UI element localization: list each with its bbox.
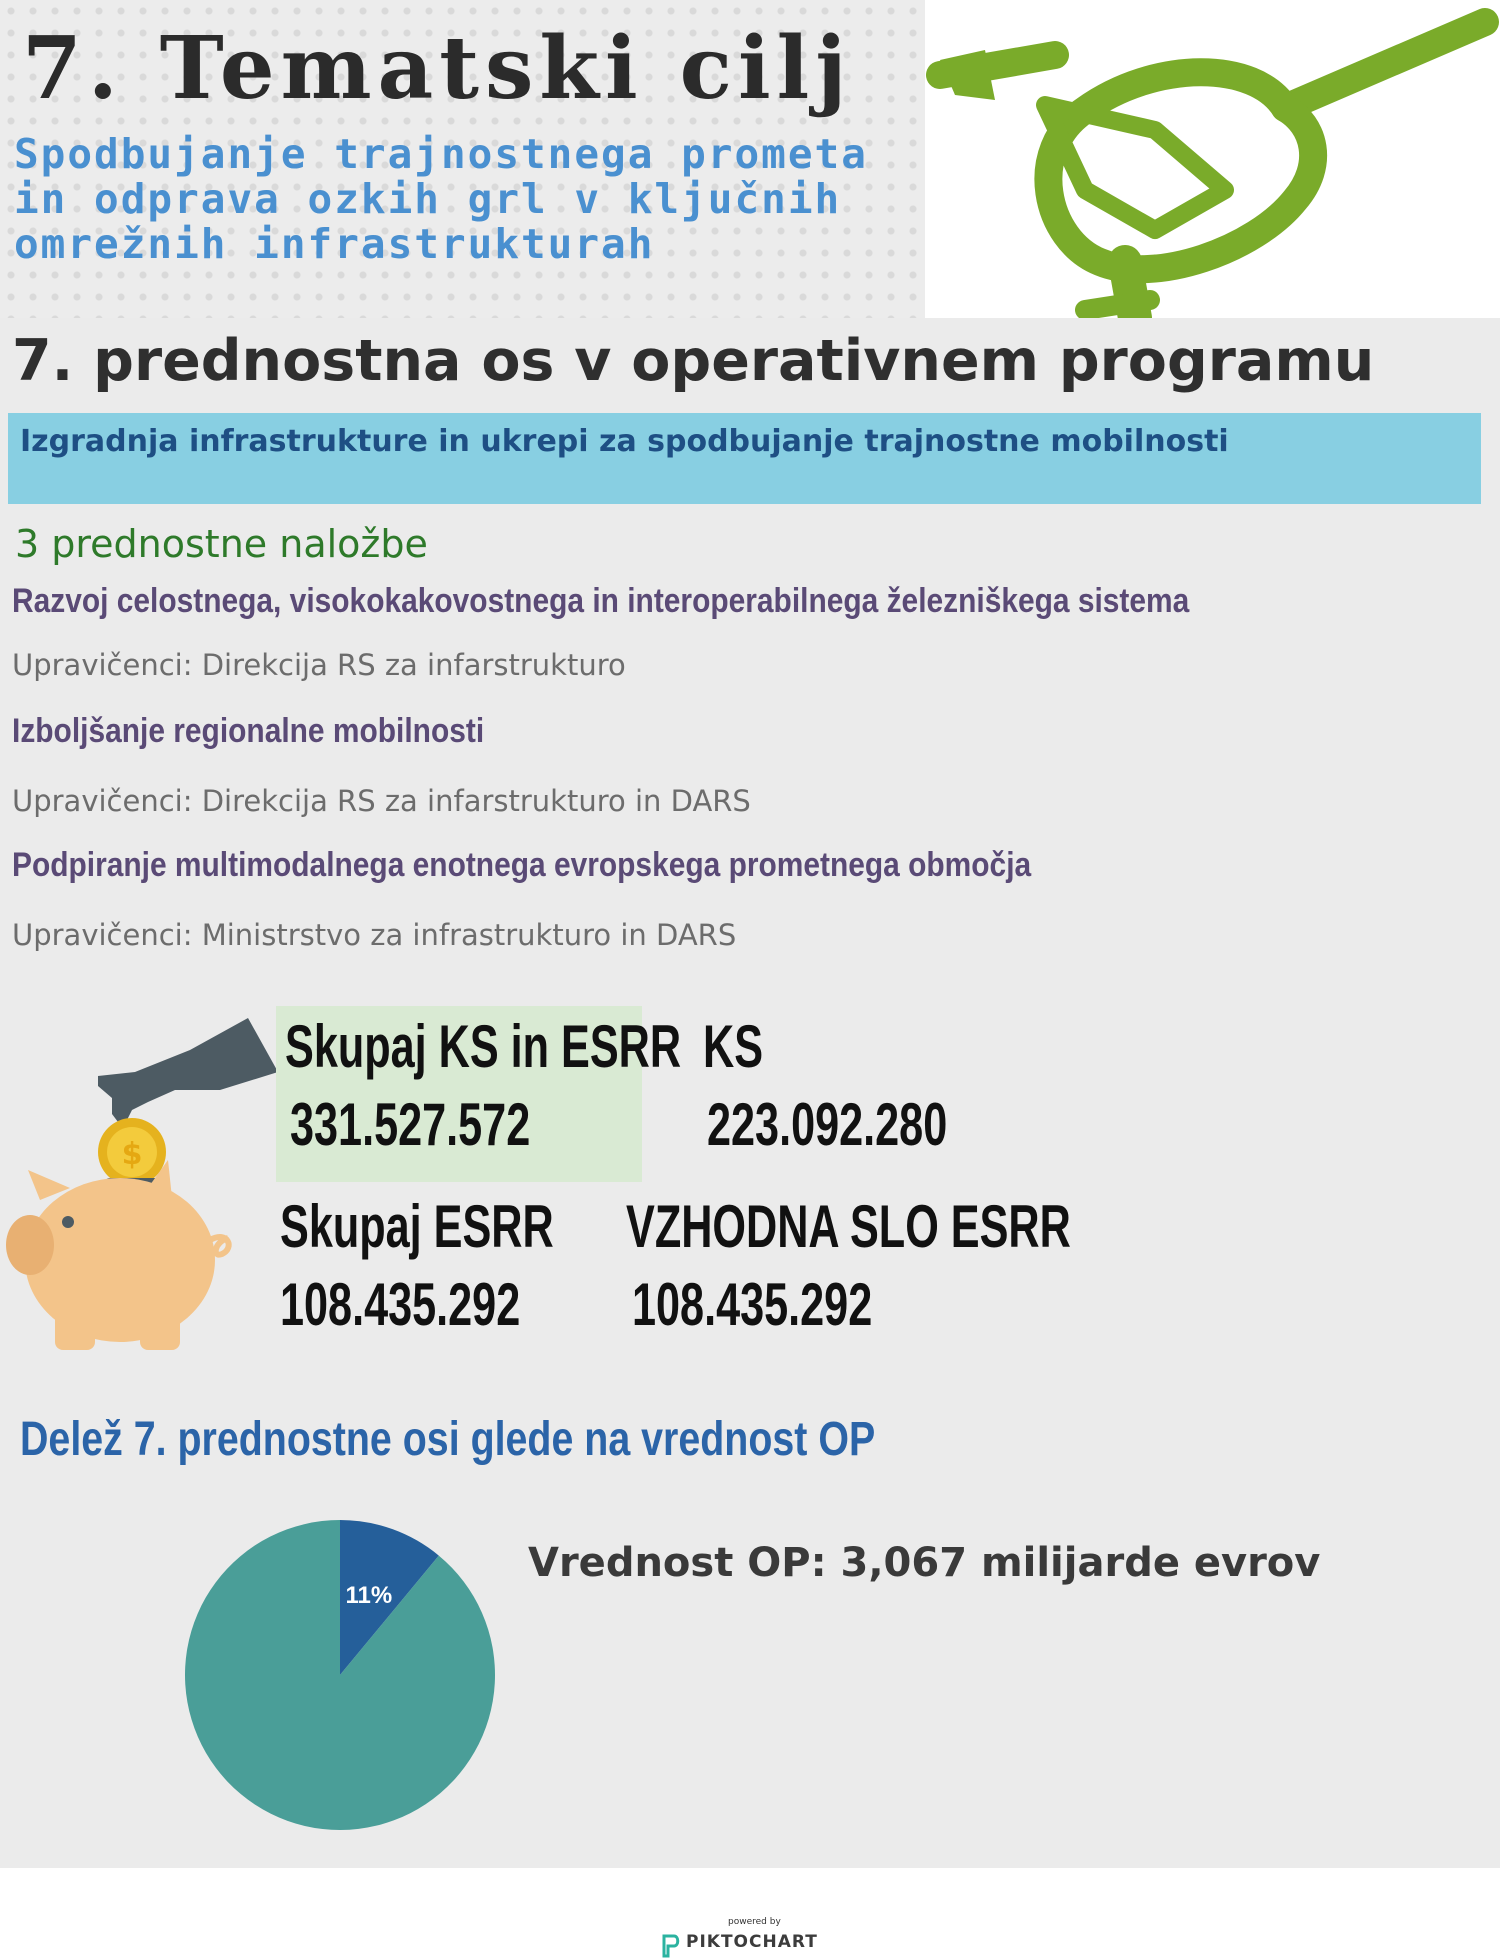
share-heading: Delež 7. prednostne osi glede na vrednost OP [20,1413,876,1466]
total-esrr-label: Skupaj ESRR [280,1193,554,1260]
priority-axis-title: 7. prednostna os v operativnem programu [12,328,1375,394]
share-pie-chart [180,1515,500,1835]
total-ks-esrr-label: Skupaj KS in ESRR [285,1013,682,1080]
investments-heading: 3 prednostne naložbe [15,522,428,566]
investment-beneficiaries: Upravičenci: Direkcija RS za infarstrukturo in DARS [12,784,751,818]
axis-banner-text: Izgradnja infrastrukture in ukrepi za spodbujanje trajnostne mobilnosti [20,424,1229,459]
investment-title: Izboljšanje regionalne mobilnosti [12,712,485,750]
op-value-text: Vrednost OP: 3,067 milijarde evrov [528,1540,1321,1586]
total-ks-esrr-value: 331.527.572 [290,1091,531,1158]
investment-beneficiaries: Upravičenci: Direkcija RS za infarstrukturo [12,648,626,682]
total-esrr-value: 108.435.292 [280,1271,521,1338]
hand-icon [98,1018,278,1130]
pie-slice [185,1520,495,1830]
svg-text:$: $ [121,1137,143,1172]
east-esrr-value: 108.435.292 [632,1271,873,1338]
page-subtitle: Spodbujanje trajnostnega prometa in odprava ozkih grl v ključnih omrežnih infrastrukturah [14,130,868,268]
page-title: 7. Tematski cilj [22,18,853,119]
footer-powered-by: powered by [728,1917,781,1927]
coin-icon [98,1118,166,1186]
investment-title: Podpiranje multimodalnega enotnega evropskega prometnega območja [12,846,1032,884]
ks-value: 223.092.280 [707,1091,948,1158]
east-esrr-label: VZHODNA SLO ESRR [626,1193,1071,1260]
investment-beneficiaries: Upravičenci: Ministrstvo za infrastrukturo in DARS [12,918,737,952]
pie-slice-label: 11% [345,1581,393,1609]
investment-title: Razvoj celostnega, visokokakovostnega in interoperabilnega železniškega sistema [12,582,1190,620]
piktochart-logo-icon [660,1934,680,1958]
piggy-bank-icon [0,1010,280,1350]
road-roundabout-icon [925,0,1500,318]
footer-brand: PIKTOCHART [686,1932,818,1952]
ks-label: KS [703,1013,764,1080]
